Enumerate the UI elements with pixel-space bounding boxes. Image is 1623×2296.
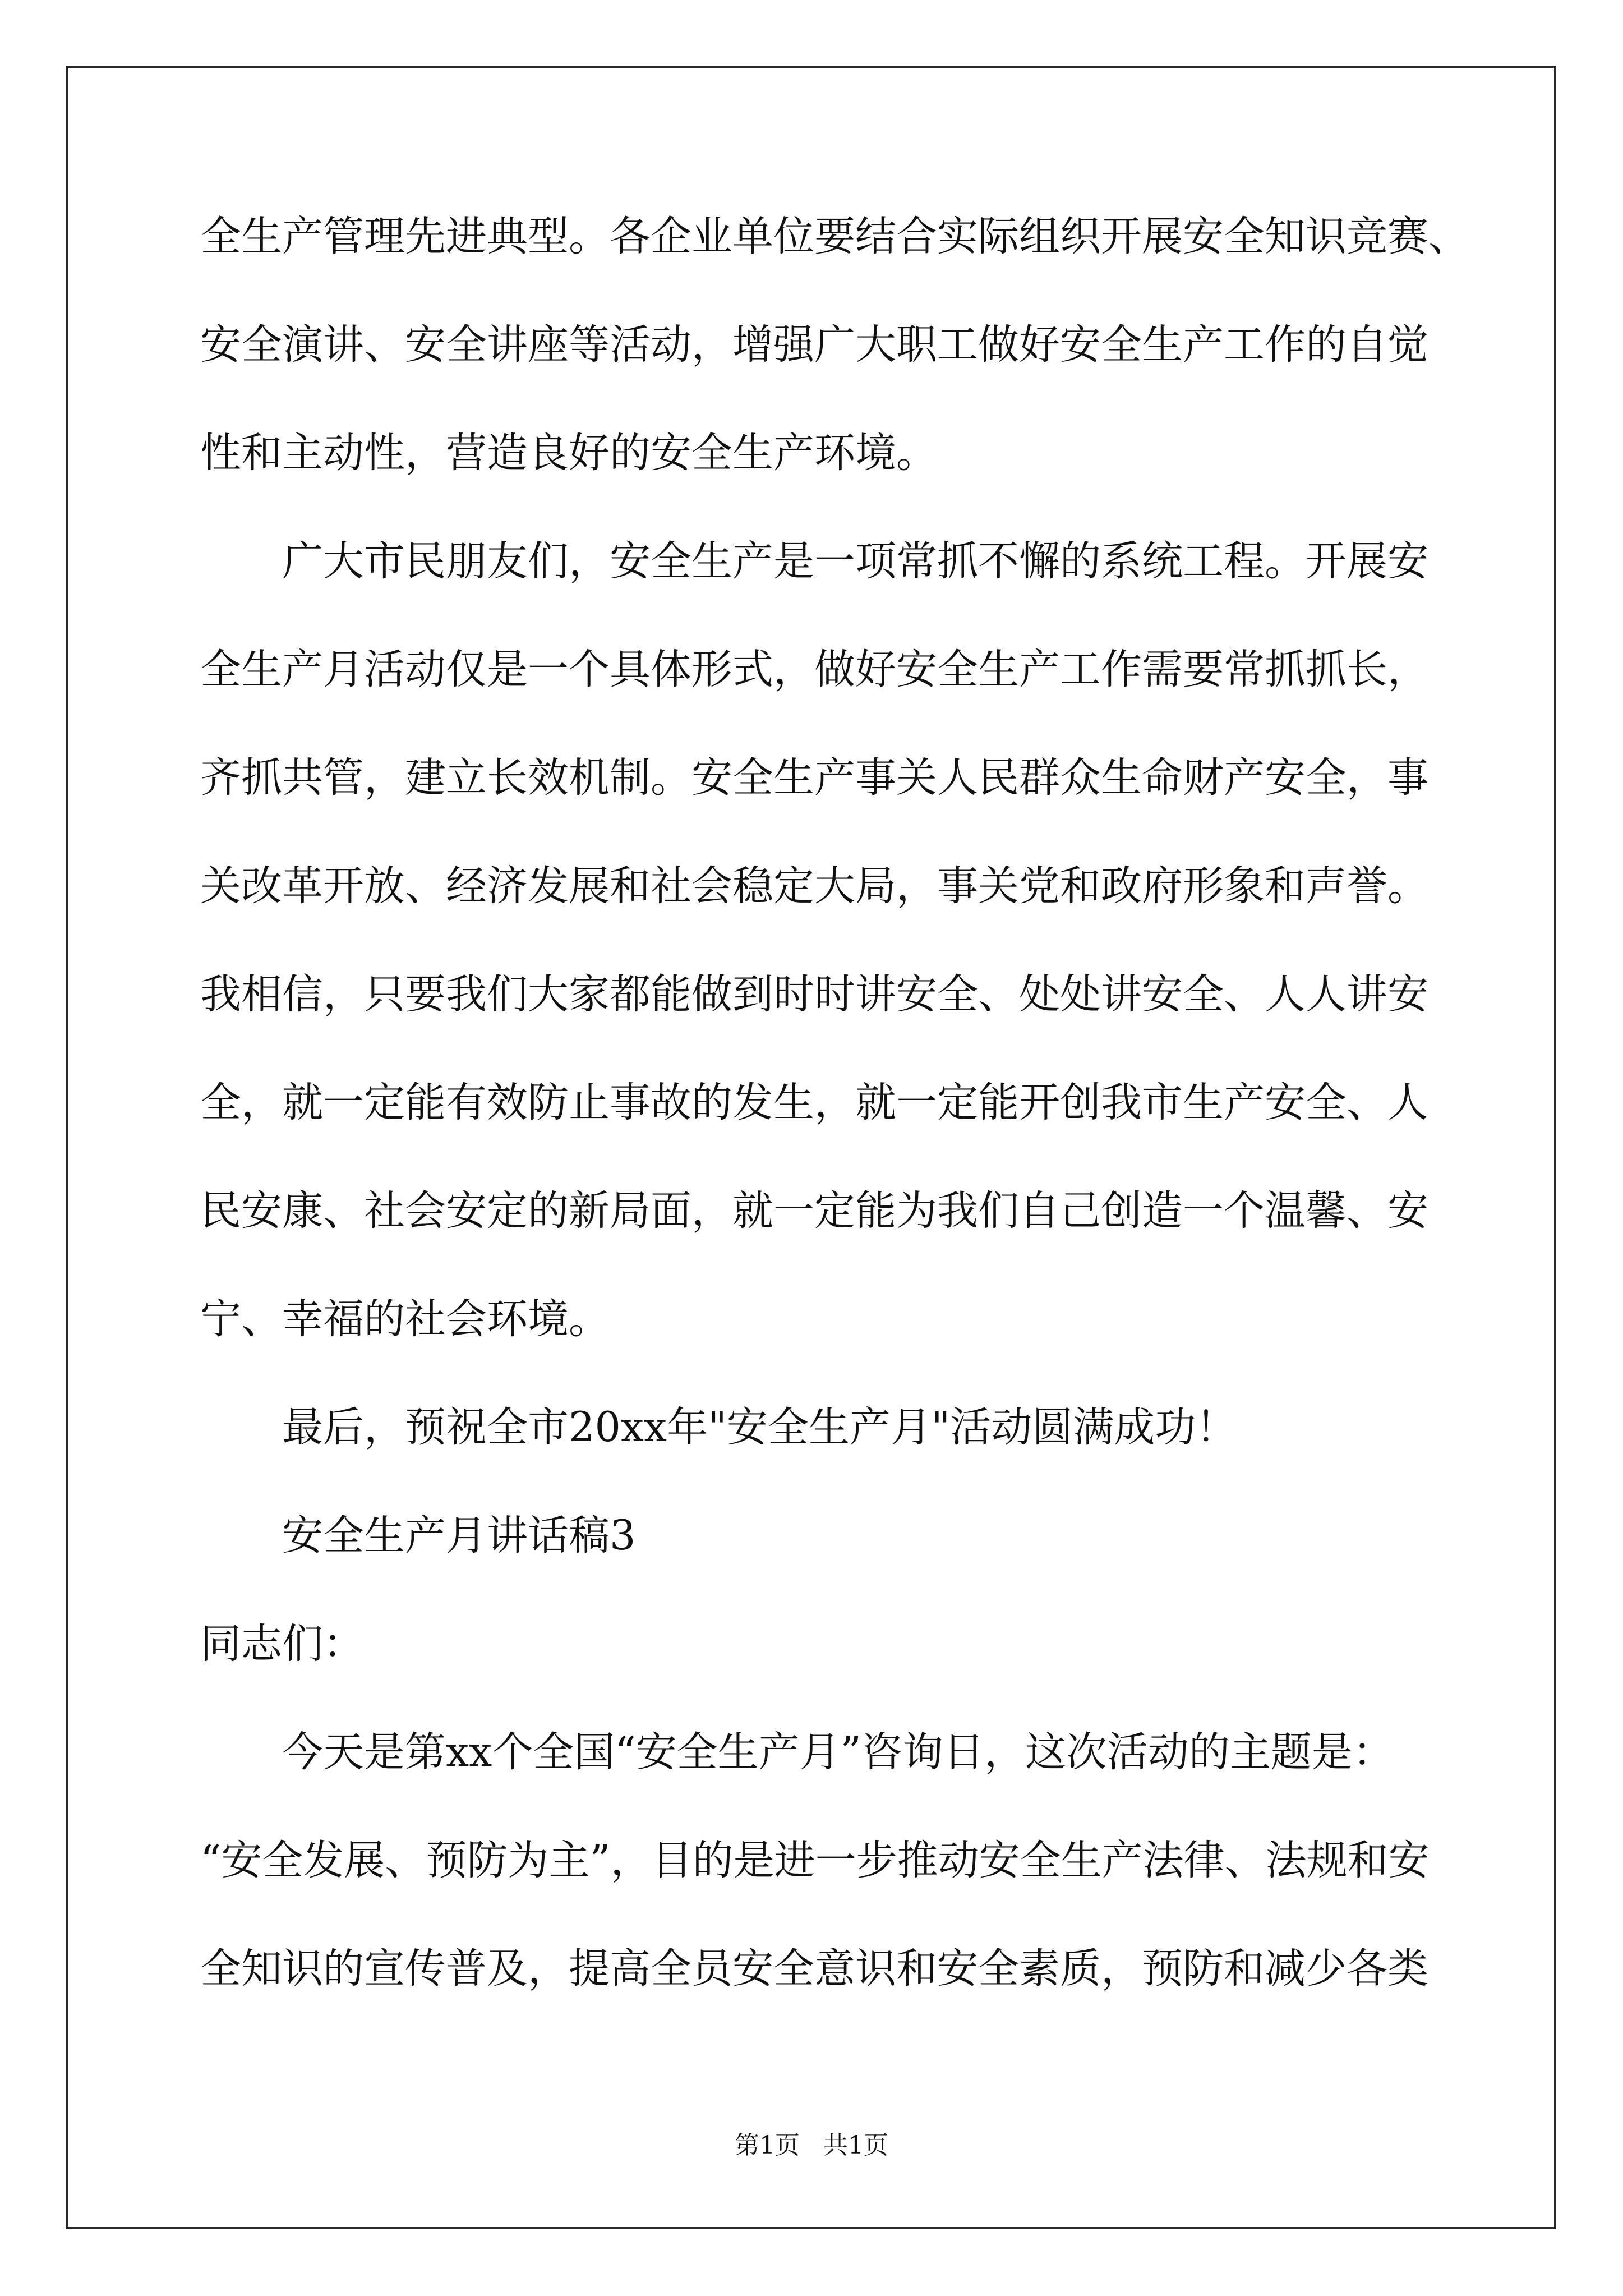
body-line: 我相信，只要我们大家都能做到时时讲安全、处处讲安全、人人讲安 (200, 970, 1428, 1018)
section-heading: 安全生产月讲话稿3 (282, 1512, 636, 1559)
body-line: 齐抓共管，建立长效机制。安全生产事关人民群众生命财产安全，事 (200, 754, 1428, 802)
paragraph-start-line: 今天是第xx个全国“安全生产月”咨询日，这次活动的主题是： (282, 1728, 1394, 1776)
body-line: 全生产月活动仅是一个具体形式，做好安全生产工作需要常抓抓长， (200, 646, 1428, 693)
body-line: 全知识的宣传普及，提高全员安全意识和安全素质，预防和减少各类 (200, 1945, 1428, 1993)
body-line: 关改革开放、经济发展和社会稳定大局，事关党和政府形象和声誉。 (200, 862, 1428, 910)
salutation: 同志们： (200, 1620, 364, 1668)
body-line: 性和主动性，营造良好的安全生产环境。 (200, 429, 937, 477)
body-line: “安全发展、预防为主”，目的是进一步推动安全生产法律、法规和安 (200, 1837, 1430, 1884)
body-line: 安全演讲、安全讲座等活动，增强广大职工做好安全生产工作的自觉 (200, 321, 1428, 369)
closing-wish-line: 最后，预祝全市20xx年"安全生产月"活动圆满成功！ (282, 1404, 1237, 1451)
document-body (200, 209, 1469, 2032)
page-number-footer: 第1页 共1页 (735, 2131, 888, 2160)
body-line: 全生产管理先进典型。各企业单位要结合实际组织开展安全知识竞赛、 (200, 213, 1469, 260)
body-line: 民安康、社会安定的新局面，就一定能为我们自己创造一个温馨、安 (200, 1187, 1428, 1235)
body-line: 全，就一定能有效防止事故的发生，就一定能开创我市生产安全、人 (200, 1079, 1428, 1126)
paragraph-start-line: 广大市民朋友们，安全生产是一项常抓不懈的系统工程。开展安 (282, 537, 1428, 585)
body-line: 宁、幸福的社会环境。 (200, 1295, 610, 1343)
